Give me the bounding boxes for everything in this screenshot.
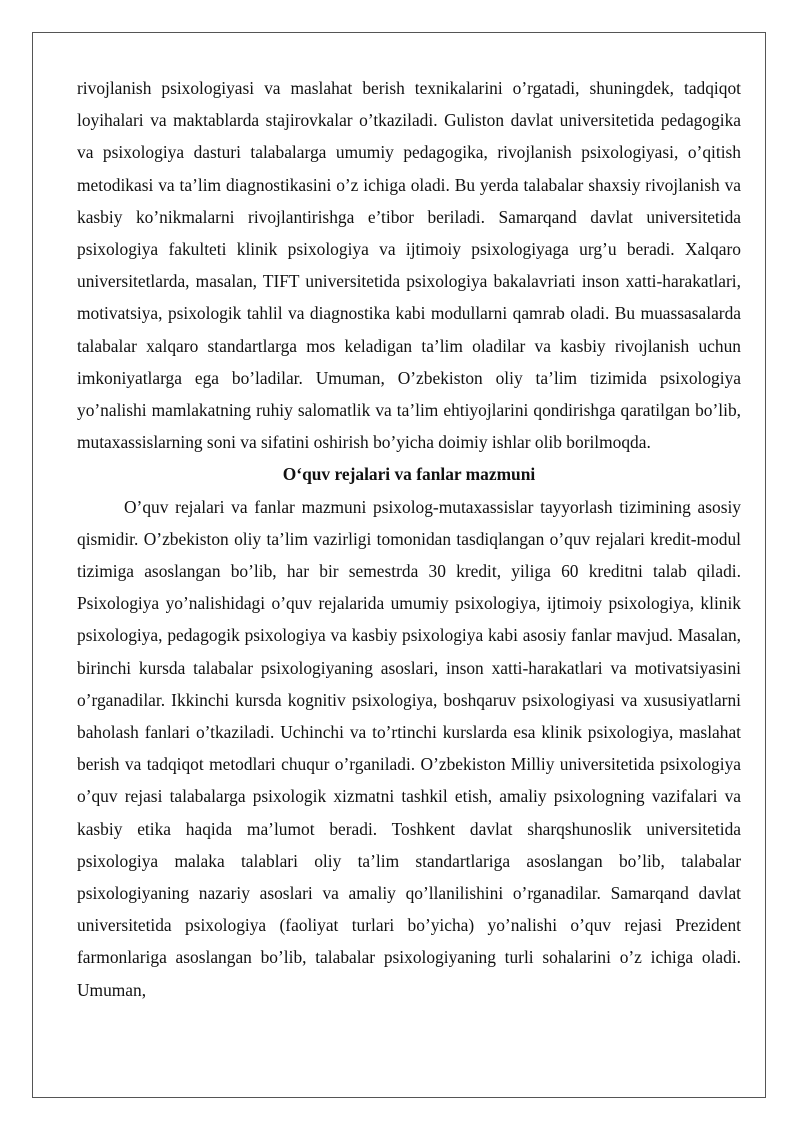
section-heading: O‘quv rejalari va fanlar mazmuni: [282, 464, 536, 485]
document-body: [77, 72, 741, 1006]
body-paragraph: rivojlanish psixologiyasi va maslahat berish texnikalarini o’rgatadi, shuningdek, tadqiqot loyihalari va maktablarda stajirovkalar o’tkaziladi. Guliston davlat universitetida pedagogika va psixologiya dasturi talabalarga umumiy pedagogika, rivojlanish psixologiyasi, o’qitish metodikasi va ta’lim diagnostikasini o’z ichiga oladi. Bu yerda talabalar shaxsiy rivojlanish va kasbiy ko’nikmalarni rivojlantirishga e’tibor beriladi. Samarqand davlat universitetida psixologiya fakulteti klinik psixologiya va ijtimoiy psixologiyaga urg’u beradi. Xalqaro universitetlarda, masalan, TIFT universitetida psixologiya bakalavriati inson xatti-harakatlari, motivatsiya, psixologik tahlil va diagnostika kabi modullarni qamrab oladi. Bu muassasalarda talabalar xalqaro standartlarga mos keladigan ta’lim oladilar va kasbiy rivojlanish uchun imkoniyatlarga ega bo’ladilar. Umuman, O’zbekiston oliy ta’lim tizimida psixologiya yo’nalishi mamlakatning ruhiy salomatlik va ta’lim ehtiyojlarini qondirishga qaratilgan bo’lib, mutaxassislarning soni va sifatini oshirish bo’yicha doimiy ishlar olib borilmoqda.: [77, 78, 741, 453]
body-paragraph: O’quv rejalari va fanlar mazmuni psixolog-mutaxassislar tayyorlash tizimining asosiy qismidir. O’zbekiston oliy ta’lim vazirligi tomonidan tasdiqlangan o’quv rejalari kredit-modul tizimiga asoslangan bo’lib, har bir semestrda 30 kredit, yiliga 60 kreditni talab qiladi. Psixologiya yo’nalishidagi o’quv rejalarida umumiy psixologiya, ijtimoiy psixologiya, klinik psixologiya, pedagogik psixologiya va kasbiy psixologiya kabi asosiy fanlar mavjud. Masalan, birinchi kursda talabalar psixologiyaning asoslari, inson xatti-harakatlari va motivatsiyasini o’rganadilar. Ikkinchi kursda kognitiv psixologiya, boshqaruv psixologiyasi va xususiyatlarni baholash fanlari o’tkaziladi. Uchinchi va to’rtinchi kurslarda esa klinik psixologiya, maslahat berish va tadqiqot metodlari chuqur o’rganiladi. O’zbekiston Milliy universitetida psixologiya o’quv rejasi talabalarga psixologik xizmatni tashkil etish, amaliy psixologning vazifalari va kasbiy etika haqida ma’lumot beradi. Toshkent davlat sharqshunoslik universitetida psixologiya malaka talablari oliy ta’lim standartlariga asoslangan bo’lib, talabalar psixologiyaning nazariy asoslari va amaliy qo’llanilishini o’rganadilar. Samarqand davlat universitetida psixologiya (faoliyat turlari bo’yicha) yo’nalishi o’quv rejasi Prezident farmonlariga asoslangan bo’lib, talabalar psixologiyaning turli sohalarini o’z ichiga oladi. Umuman,: [77, 496, 741, 1000]
